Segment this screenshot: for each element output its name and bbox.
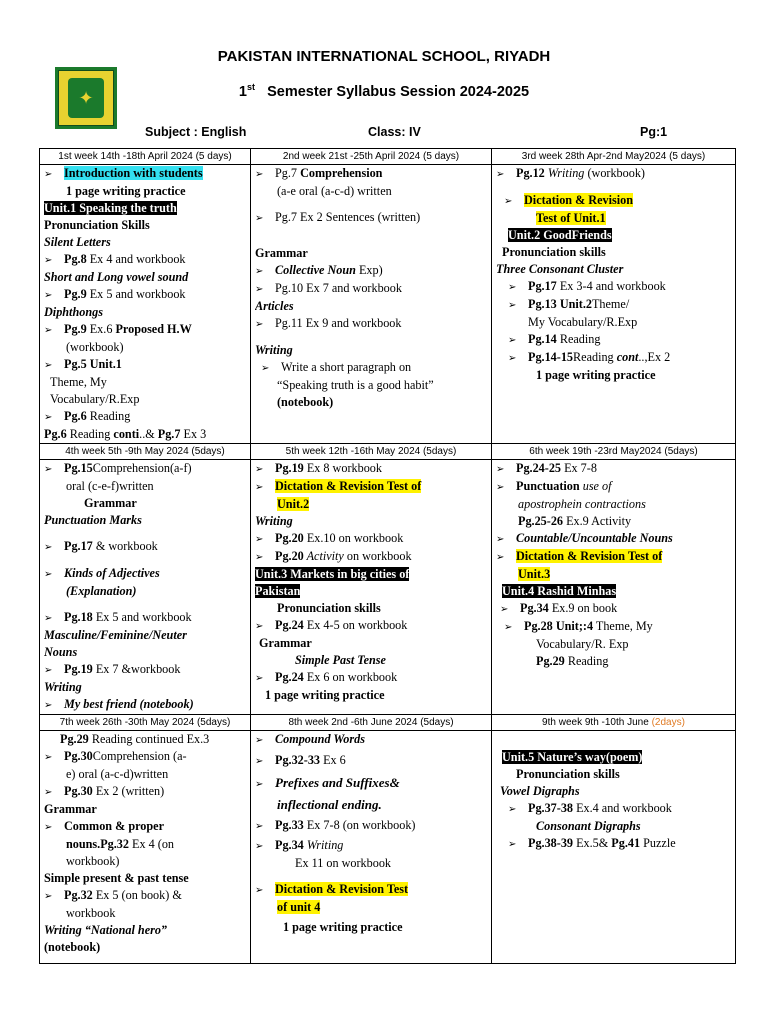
list-item: 1 page writing practice	[536, 368, 656, 382]
list-item: Vocabulary/R.Exp	[50, 392, 140, 406]
list-item: ➢ Pg.24-25 Ex 7-8	[496, 460, 731, 478]
week-1-header: 1st week 14th -18th April 2024 (5 days)	[40, 149, 251, 165]
list-item: Dictation & Revision Test	[275, 882, 409, 896]
week-content-row	[40, 731, 736, 964]
week-6-header: 6th week 19th -23rd May2024 (5days)	[492, 444, 736, 460]
list-item: Pg.29 Reading continued Ex.3	[60, 732, 210, 746]
list-item: Pg.29 Reading	[536, 654, 609, 668]
list-item: ➢ Pg.14 Reading	[496, 331, 731, 349]
list-item: (a-e oral (a-c-d) written	[277, 184, 392, 198]
list-item: ➢ Pg.34 Writing	[255, 837, 487, 855]
list-item: ➢ Pg.33 Ex 7-8 (on workbook)	[255, 815, 487, 837]
list-item: ➢ Pg.15Comprehension(a-f)	[44, 460, 246, 478]
school-name: PAKISTAN INTERNATIONAL SCHOOL, RIYADH	[217, 48, 551, 65]
list-item: 1 page writing practice	[66, 184, 186, 198]
list-item: Theme, My	[50, 375, 107, 389]
list-item: Ex 11 on workbook	[295, 856, 392, 870]
list-item: ➢ Pg.20 Ex.10 on workbook	[255, 530, 487, 548]
section-heading: Vowel Digraphs	[500, 784, 580, 798]
list-item: My Vocabulary/R.Exp	[528, 315, 638, 329]
section-heading: Three Consonant Cluster	[496, 262, 624, 276]
section-heading: Pronunciation skills	[502, 245, 606, 259]
unit-title: Pakistan	[255, 584, 301, 598]
section-heading: Pronunciation skills	[516, 767, 620, 781]
section-heading: Pronunciation skills	[277, 601, 381, 615]
section-heading: Simple present & past tense	[44, 871, 189, 885]
semester-title: 1st Semester Syllabus Session 2024-2025	[238, 82, 530, 100]
list-item: inflectional ending.	[277, 797, 382, 812]
syllabus-table	[39, 148, 736, 964]
list-item: 1 page writing practice	[283, 920, 403, 934]
week-8-cell	[251, 731, 492, 964]
section-heading: Writing	[44, 680, 82, 694]
list-item: ➢ Punctuation use of	[496, 478, 731, 496]
class-label: Class: IV	[368, 125, 421, 139]
section-heading: Grammar	[44, 802, 97, 816]
week-3-cell	[492, 165, 736, 444]
list-item: ➢ Pg.7 Comprehension	[255, 165, 487, 183]
list-item: ➢ Pg.20 Activity on workbook	[255, 548, 487, 566]
section-heading: Simple Past Tense	[295, 653, 386, 667]
list-item: Introduction with students	[64, 166, 203, 180]
list-item: workbook)	[66, 854, 120, 868]
list-item: ➢ Kinds of Adjectives	[44, 565, 246, 583]
section-heading: Articles	[255, 299, 294, 313]
unit-title: Unit.3 Markets in big cities of	[255, 567, 410, 581]
section-heading: Consonant Digraphs	[536, 819, 641, 833]
week-5-header: 5th week 12th -16th May 2024 (5days)	[251, 444, 492, 460]
list-item: Test of Unit.1	[536, 211, 606, 225]
week-header-row	[40, 715, 736, 731]
list-item: ➢ Pg.37-38 Ex.4 and workbook	[496, 800, 731, 818]
list-item: ➢ Pg.38-39 Ex.5& Pg.41 Puzzle	[496, 835, 731, 853]
list-item: ➢ Pg.30Comprehension (a-	[44, 748, 246, 766]
list-item: ➢ Pg.6 Reading	[44, 408, 246, 426]
section-heading: Punctuation Marks	[44, 513, 142, 527]
week-2-header: 2nd week 21st -25th April 2024 (5 days)	[251, 149, 492, 165]
week-7-header: 7th week 26th -30th May 2024 (5days)	[40, 715, 251, 731]
list-item: ➢ Write a short paragraph on	[255, 359, 487, 377]
list-item: ➢ Pg.17 Ex 3-4 and workbook	[496, 278, 731, 296]
week-content-row	[40, 460, 736, 715]
week-header-row	[40, 444, 736, 460]
list-item: ➢ Pg.11 Ex 9 and workbook	[255, 315, 487, 333]
week-4-cell	[40, 460, 251, 715]
list-item: ➢ Prefixes and Suffixes&	[255, 773, 487, 795]
section-heading: Writing “National hero”	[44, 923, 168, 937]
list-item: ➢ Collective Noun Exp)	[255, 262, 487, 280]
list-item: ➢ Pg.14-15Reading cont..,Ex 2	[496, 349, 731, 367]
palm-emblem-icon: ✦	[68, 78, 104, 118]
week-9-header: 9th week 9th -10th June (2days)	[492, 715, 736, 731]
list-item: (notebook)	[44, 940, 101, 954]
list-item: 1 page writing practice	[265, 688, 385, 702]
week-1-cell	[40, 165, 251, 444]
subject-label: Subject : English	[145, 125, 247, 139]
week-5-cell	[251, 460, 492, 715]
list-item: ➢ Pg.8 Ex 4 and workbook	[44, 251, 246, 269]
week-7-cell	[40, 731, 251, 964]
list-item: ➢ Common & proper	[44, 818, 246, 836]
section-heading: Grammar	[259, 636, 312, 650]
list-item: ➢ Pg.12 Writing (workbook)	[496, 165, 731, 183]
list-item: ➢ Pg.13 Unit.2Theme/	[496, 296, 731, 314]
section-heading: Grammar	[255, 246, 308, 260]
page-number: Pg:1	[640, 125, 668, 139]
week-content-row	[40, 165, 736, 444]
list-item: ➢ Pg.19 Ex 7 &workbook	[44, 661, 246, 679]
list-item: Dictation & Revision Test of	[275, 479, 422, 493]
week-8-header: 8th week 2nd -6th June 2024 (5days)	[251, 715, 492, 731]
list-item: ➢ Pg.9 Ex 5 and workbook	[44, 286, 246, 304]
section-heading: Silent Letters	[44, 235, 111, 249]
week-9-cell	[492, 731, 736, 964]
list-item: workbook	[66, 906, 116, 920]
list-item: ➢ Pg.32 Ex 5 (on book) &	[44, 887, 246, 905]
week-4-header: 4th week 5th -9th May 2024 (5days)	[40, 444, 251, 460]
list-item: apostrophein contractions	[518, 497, 646, 511]
section-heading: Nouns	[44, 645, 78, 659]
list-item: Vocabulary/R. Exp	[536, 637, 629, 651]
list-item: e) oral (a-c-d)written	[66, 767, 169, 781]
list-item: Dictation & Revision Test of	[516, 549, 663, 563]
list-item: ➢ Pg.19 Ex 8 workbook	[255, 460, 487, 478]
list-item: ➢ Pg.5 Unit.1	[44, 356, 246, 374]
list-item: ➢ Pg.9 Ex.6 Proposed H.W	[44, 321, 246, 339]
list-item: ➢ Pg.24 Ex 6 on workbook	[255, 669, 487, 687]
list-item: ➢ Pg.7 Ex 2 Sentences (written)	[255, 209, 487, 227]
list-item: ➢ Pg.18 Ex 5 and workbook	[44, 609, 246, 627]
section-heading: Writing	[255, 343, 293, 357]
section-heading: Diphthongs	[44, 305, 103, 319]
unit-title: Unit.2 GoodFriends	[508, 228, 612, 242]
list-item: Pg.6 Reading conti..& Pg.7 Ex 3	[44, 427, 207, 441]
week-3-header: 3rd week 28th Apr-2nd May2024 (5 days)	[492, 149, 736, 165]
list-item: “Speaking truth is a good habit”	[277, 378, 434, 392]
week-6-cell	[492, 460, 736, 715]
list-item: of unit 4	[277, 900, 321, 914]
list-item: ➢ Pg.17 & workbook	[44, 538, 246, 556]
list-item: ➢ Pg.30 Ex 2 (written)	[44, 783, 246, 801]
section-heading: Writing	[255, 514, 293, 528]
list-item: ➢ Compound Words	[255, 731, 487, 749]
list-item: ➢ Pg.10 Ex 7 and workbook	[255, 280, 487, 298]
list-item: Pg.25-26 Ex.9 Activity	[518, 514, 632, 528]
list-item: nouns.Pg.32 Ex 4 (on	[66, 837, 175, 851]
section-heading: Grammar	[84, 496, 137, 510]
unit-title: Unit.4 Rashid Minhas	[502, 584, 617, 598]
section-heading: Masculine/Feminine/Neuter	[44, 628, 187, 642]
list-item: (Explanation)	[66, 584, 137, 598]
section-heading: Pronunciation Skills	[44, 218, 150, 232]
list-item: ➢ Pg.28 Unit;:4 Theme, My	[496, 618, 731, 636]
list-item: ➢ Pg.24 Ex 4-5 on workbook	[255, 617, 487, 635]
list-item: ➢ Dictation & Revision	[496, 192, 731, 210]
list-item: (notebook)	[277, 395, 334, 409]
list-item: oral (c-e-f)written	[66, 479, 154, 493]
week-header-row	[40, 149, 736, 165]
list-item: ➢ My best friend (notebook)	[44, 696, 246, 714]
list-item: Unit.2	[277, 497, 310, 511]
unit-title: Unit.5 Nature’s way(poem)	[502, 750, 643, 764]
list-item: Unit.3	[518, 567, 551, 581]
week-2-cell	[251, 165, 492, 444]
section-heading: Short and Long vowel sound	[44, 270, 189, 284]
list-item: ➢ Countable/Uncountable Nouns	[496, 530, 731, 548]
list-item: ➢ Pg.32-33 Ex 6	[255, 749, 487, 773]
unit-title: Unit.1 Speaking the truth	[44, 201, 177, 215]
list-item: (workbook)	[66, 340, 124, 354]
list-item: ➢ Pg.34 Ex.9 on book	[496, 600, 731, 618]
